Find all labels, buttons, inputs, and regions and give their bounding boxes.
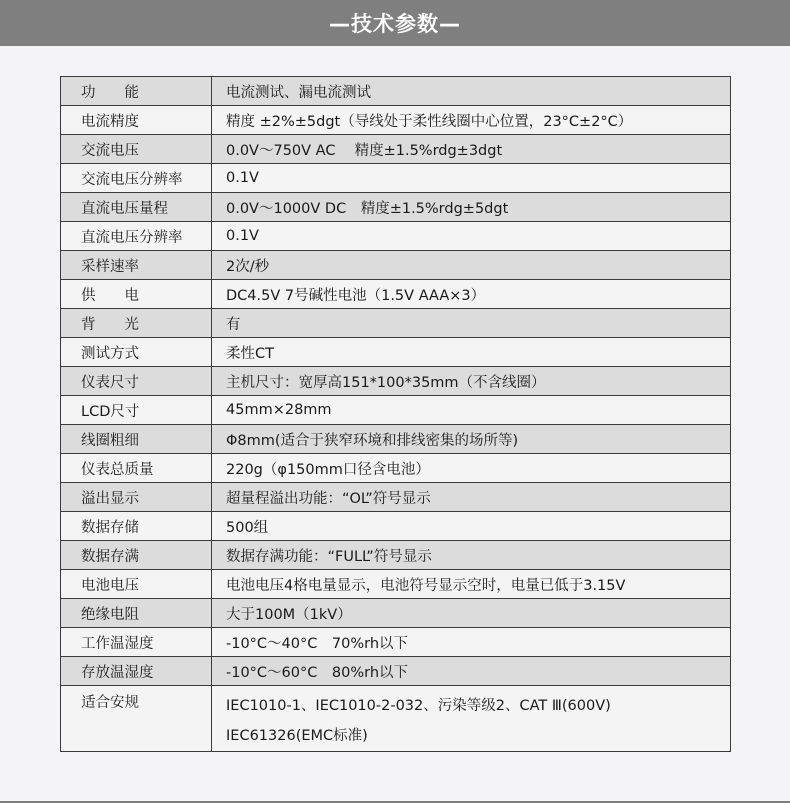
row-value: DC4.5V 7号碱性电池（1.5V AAA×3） <box>212 280 731 309</box>
row-label: 测试方式 <box>61 338 212 367</box>
row-label: 工作温湿度 <box>61 628 212 657</box>
row-label: 背 光 <box>61 309 212 338</box>
table-row <box>61 599 731 628</box>
row-value-line-1: IEC1010-1、IEC1010-2-032、污染等级2、CAT Ⅲ(600V) <box>226 698 611 714</box>
row-value: 45mm×28mm <box>212 396 731 425</box>
row-label: 绝缘电阻 <box>61 599 212 628</box>
row-label: 仪表总质量 <box>61 454 212 483</box>
row-label: 适合安规 <box>61 686 212 752</box>
page-title: —技术参数— <box>329 12 461 36</box>
row-value: 主机尺寸：宽厚高151*100*35mm（不含线圈） <box>212 367 731 396</box>
table-row <box>61 541 731 570</box>
row-label: 电流精度 <box>61 106 212 135</box>
table-row <box>61 657 731 686</box>
table-row <box>61 106 731 135</box>
row-label: 电池电压 <box>61 570 212 599</box>
table-row <box>61 164 731 193</box>
table-row <box>61 367 731 396</box>
row-value-line-2: IEC61326(EMC标准) <box>226 728 368 744</box>
row-value: 超量程溢出功能：“OL”符号显示 <box>212 483 731 512</box>
table-row <box>61 483 731 512</box>
row-label: 数据存满 <box>61 541 212 570</box>
table-row <box>61 251 731 280</box>
row-label: 数据存储 <box>61 512 212 541</box>
row-label: 仪表尺寸 <box>61 367 212 396</box>
table-row <box>61 135 731 164</box>
row-value: 0.0V～1000V DC 精度±1.5%rdg±5dgt <box>212 193 731 222</box>
row-value: 数据存满功能：“FULL”符号显示 <box>212 541 731 570</box>
header-bar <box>0 0 790 46</box>
row-value: 2次/秒 <box>212 251 731 280</box>
row-label: 溢出显示 <box>61 483 212 512</box>
row-label: 供 电 <box>61 280 212 309</box>
row-label: 线圈粗细 <box>61 425 212 454</box>
table-row <box>61 570 731 599</box>
row-value: Φ8mm(适合于狭窄环境和排线密集的场所等) <box>212 425 731 454</box>
row-label: 交流电压分辨率 <box>61 164 212 193</box>
row-value: -10°C～40°C 70%rh以下 <box>212 628 731 657</box>
table-row <box>61 628 731 657</box>
row-label: LCD尺寸 <box>61 396 212 425</box>
row-value: 500组 <box>212 512 731 541</box>
table-row <box>61 193 731 222</box>
row-value: 0.0V～750V AC 精度±1.5%rdg±3dgt <box>212 135 731 164</box>
row-value: 220g（φ150mm口径含电池） <box>212 454 731 483</box>
row-value: 0.1V <box>212 222 731 251</box>
table-row <box>61 396 731 425</box>
table-row <box>61 309 731 338</box>
table-row <box>61 425 731 454</box>
row-value: 有 <box>212 309 731 338</box>
spec-table <box>60 76 731 752</box>
table-row <box>61 280 731 309</box>
table-row <box>61 686 731 752</box>
row-value: 大于100M（1kV） <box>212 599 731 628</box>
row-value <box>212 686 731 752</box>
row-label: 交流电压 <box>61 135 212 164</box>
table-row <box>61 338 731 367</box>
row-label: 存放温湿度 <box>61 657 212 686</box>
row-value: 精度 ±2%±5dgt（导线处于柔性线圈中心位置，23°C±2°C） <box>212 106 731 135</box>
row-label: 直流电压分辨率 <box>61 222 212 251</box>
row-label: 采样速率 <box>61 251 212 280</box>
row-value: 电流测试、漏电流测试 <box>212 77 731 106</box>
row-value: -10°C～60°C 80%rh以下 <box>212 657 731 686</box>
row-value: 柔性CT <box>212 338 731 367</box>
row-value: 电池电压4格电量显示，电池符号显示空时，电量已低于3.15V <box>212 570 731 599</box>
row-label: 功 能 <box>61 77 212 106</box>
table-row <box>61 77 731 106</box>
row-value: 0.1V <box>212 164 731 193</box>
table-row <box>61 222 731 251</box>
table-row <box>61 512 731 541</box>
row-label: 直流电压量程 <box>61 193 212 222</box>
table-row <box>61 454 731 483</box>
